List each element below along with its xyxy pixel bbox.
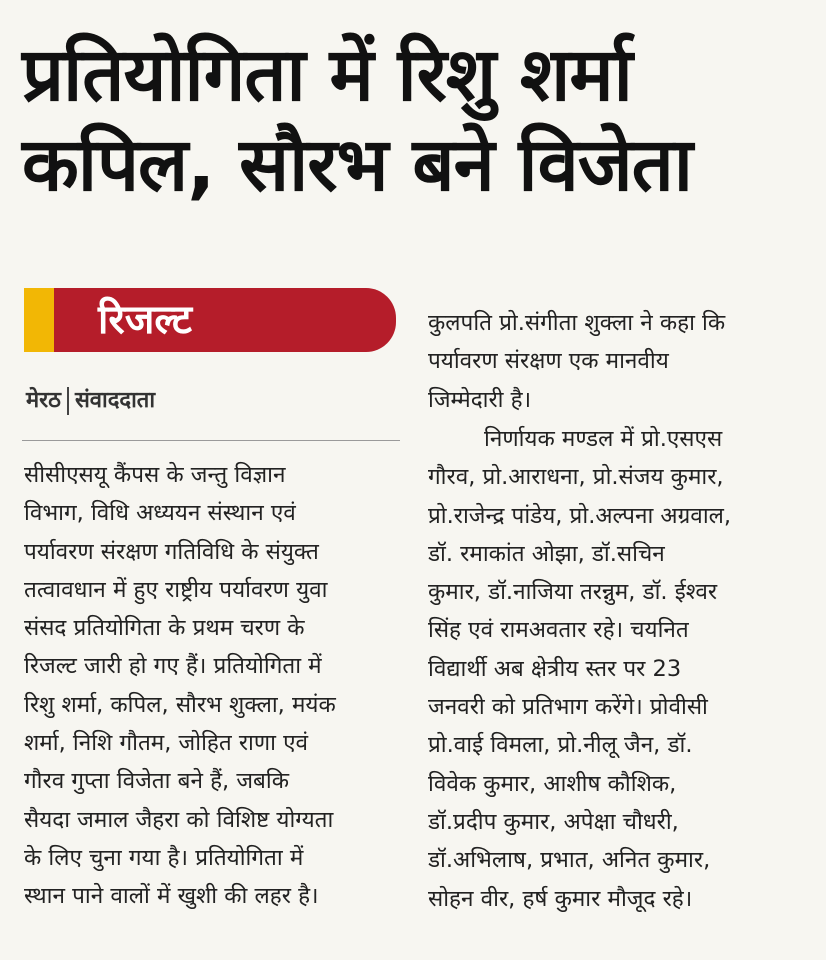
text-line: पर्यावरण संरक्षण एक मानवीय xyxy=(428,348,669,375)
byline-separator xyxy=(67,387,69,415)
text-line: जनवरी को प्रतिभाग करेंगे। प्रोवीसी xyxy=(428,694,708,721)
text-line: सोहन वीर, हर्ष कुमार मौजूद रहे। xyxy=(428,885,693,912)
text-line: सैयदा जमाल जैहरा को विशिष्ट योग्यता xyxy=(24,806,334,833)
byline-reporter: संवाददाता xyxy=(74,388,156,413)
tag-accent-stripe xyxy=(24,288,54,352)
byline-place: मेरठ xyxy=(26,388,61,413)
right-column-top xyxy=(428,304,812,419)
headline-line-2: कपिल, सौरभ बने विजेता xyxy=(22,122,692,208)
right-column xyxy=(428,420,812,918)
text-line: प्रो.वाई विमला, प्रो.नीलू जैन, डॉ. xyxy=(428,732,693,759)
text-line: कुलपति प्रो.संगीता शुक्ला ने कहा कि xyxy=(428,310,726,336)
byline xyxy=(26,384,155,415)
text-line: प्रो.राजेन्द्र पांडेय, प्रो.अल्पना अग्रवाल, xyxy=(428,502,732,529)
text-line: पर्यावरण संरक्षण गतिविधि के संयुक्त xyxy=(24,538,319,565)
text-line: डॉ.अभिलाष, प्रभात, अनित कुमार, xyxy=(428,847,711,874)
tag-label: रिजल्ट xyxy=(98,297,192,343)
section-tag xyxy=(24,288,396,352)
text-line: स्थान पाने वालों में खुशी की लहर है। xyxy=(24,883,319,910)
headline xyxy=(22,30,812,210)
text-line: के लिए चुना गया है। प्रतियोगिता में xyxy=(24,844,304,871)
text-line: रिजल्ट जारी हो गए हैं। प्रतियोगिता में xyxy=(24,653,322,680)
headline-line-1: प्रतियोगिता में रिशु शर्मा xyxy=(22,32,632,118)
text-line: कुमार, डॉ.नाजिया तरन्नुम, डॉ. ईश्वर xyxy=(428,579,718,606)
text-line: सीसीएसयू कैंपस के जन्तु विज्ञान xyxy=(24,462,286,488)
text-line: विवेक कुमार, आशीष कौशिक, xyxy=(428,770,677,797)
text-line: विद्यार्थी अब क्षेत्रीय स्तर पर 23 xyxy=(428,655,682,682)
byline-rule xyxy=(22,440,400,441)
text-line: निर्णायक मण्डल में प्रो.एसएस xyxy=(484,426,723,452)
text-line: जिम्मेदारी है। xyxy=(428,386,532,413)
text-line: गौरव, प्रो.आराधना, प्रो.संजय कुमार, xyxy=(428,464,724,491)
text-line: शर्मा, निशि गौतम, जोहित राणा एवं xyxy=(24,730,309,757)
left-column xyxy=(24,456,402,916)
text-line: तत्वावधान में हुए राष्ट्रीय पर्यावरण युवा xyxy=(24,576,328,603)
text-line: विभाग, विधि अध्ययन संस्थान एवं xyxy=(24,500,296,527)
text-line: रिशु शर्मा, कपिल, सौरभ शुक्ला, मयंक xyxy=(24,691,336,718)
text-line: गौरव गुप्ता विजेता बने हैं, जबकि xyxy=(24,768,289,795)
text-line: संसद प्रतियोगिता के प्रथम चरण के xyxy=(24,615,305,642)
tag-banner xyxy=(54,288,396,352)
text-line: डॉ.प्रदीप कुमार, अपेक्षा चौधरी, xyxy=(428,808,679,835)
text-line: सिंह एवं रामअवतार रहे। चयनित xyxy=(428,617,689,644)
text-line: डॉ. रमाकांत ओझा, डॉ.सचिन xyxy=(428,540,665,567)
